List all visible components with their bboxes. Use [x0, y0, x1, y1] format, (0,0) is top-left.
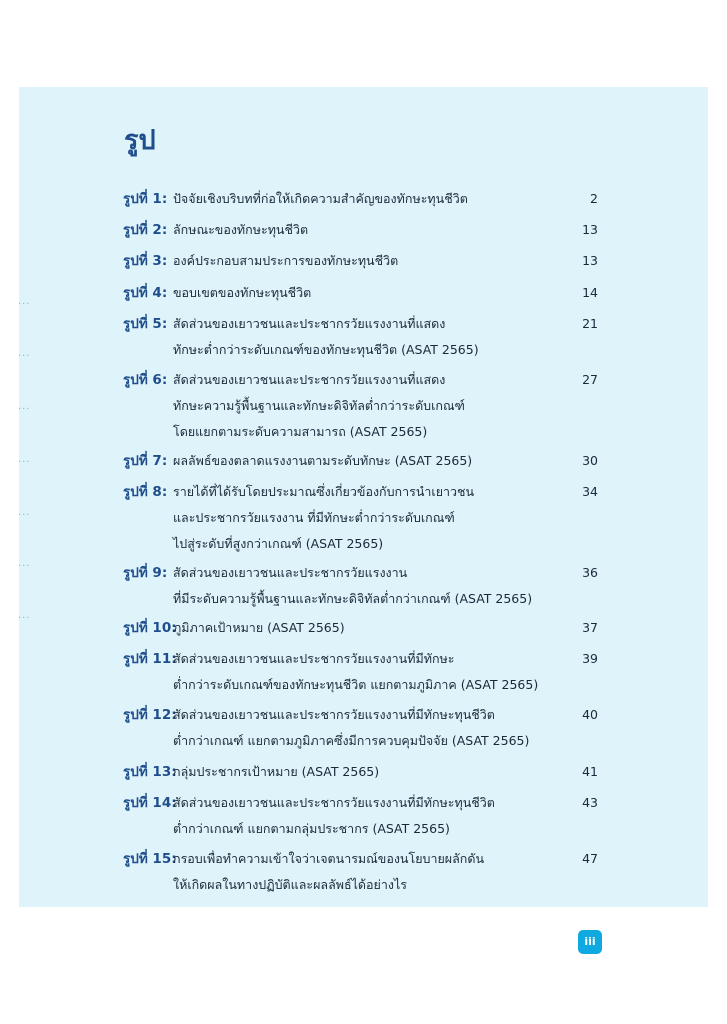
toc-entry-title-line: ให้เกิดผลในทางปฏิบัติและผลลัพธ์ได้อย่างไร: [173, 877, 407, 892]
toc-entry-title-line: สัดส่วนของเยาวชนและประชากรวัยแรงงานที่แสดง: [173, 316, 446, 331]
toc-entry-title-line: กรอบเพื่อทำความเข้าใจว่าเจตนารมณ์ของนโยบายผลักดัน: [173, 851, 485, 866]
page-title: รูป: [124, 125, 156, 156]
toc-entry-page: 13: [582, 253, 598, 268]
toc-entry-page: 43: [582, 795, 598, 810]
toc-entry-title: [173, 759, 563, 785]
toc-entry-label: รูปที่ 4:: [123, 285, 168, 301]
toc-entry-label: รูปที่ 7:: [123, 453, 168, 469]
toc-entry-label: รูปที่ 9:: [123, 565, 168, 581]
edge-dots-1: ···: [18, 299, 31, 310]
edge-dots-6: ···: [18, 561, 31, 572]
toc-entry-title-line: ต่ำกว่าระดับเกณฑ์ของทักษะทุนชีวิต แยกตามภูมิภาค (ASAT 2565): [173, 677, 539, 692]
toc-entry-page: 41: [582, 764, 598, 779]
toc-entry-title-line: สัดส่วนของเยาวชนและประชากรวัยแรงงานที่มีทักษะทุนชีวิต: [173, 795, 495, 810]
edge-dots-3: ···: [18, 404, 31, 415]
toc-entry-title-line: ผลลัพธ์ของตลาดแรงงานตามระดับทักษะ (ASAT 2565): [173, 453, 473, 468]
toc-entry-title: [173, 367, 563, 445]
toc-entry-page: 36: [582, 565, 598, 580]
toc-entry-label: รูปที่ 5:: [123, 316, 168, 332]
toc-entry-label: รูปที่ 10:: [123, 620, 177, 636]
toc-entry-title: [173, 479, 563, 557]
toc-entry[interactable]: [123, 217, 598, 243]
toc-entry-title-line: ทักษะความรู้พื้นฐานและทักษะดิจิทัลต่ำกว่าระดับเกณฑ์: [173, 398, 465, 413]
toc-entry[interactable]: [123, 280, 598, 306]
toc-entry[interactable]: [123, 479, 598, 557]
edge-dots-7: ···: [18, 613, 31, 624]
toc-entry-label: รูปที่ 12:: [123, 707, 177, 723]
toc-entry-title: [173, 280, 563, 306]
toc-entry-title-line: ต่ำกว่าเกณฑ์ แยกตามกลุ่มประชากร (ASAT 2565): [173, 821, 450, 836]
toc-entry[interactable]: [123, 646, 598, 698]
toc-entry[interactable]: [123, 702, 598, 754]
toc-entry-label: รูปที่ 13:: [123, 764, 177, 780]
toc-entry-title: [173, 846, 563, 898]
toc-entry[interactable]: [123, 248, 598, 274]
toc-entry-title: [173, 615, 563, 641]
edge-dots-4: ···: [18, 457, 31, 468]
toc-entry-page: 37: [582, 620, 598, 635]
toc-entry-title-line: ลักษณะของทักษะทุนชีวิต: [173, 222, 309, 237]
toc-entry-label: รูปที่ 8:: [123, 484, 168, 500]
toc-entry-title: [173, 560, 563, 612]
page-number-badge: iii: [578, 930, 602, 954]
toc-entry-title-line: ภูมิภาคเป้าหมาย (ASAT 2565): [173, 620, 345, 635]
toc-entry[interactable]: [123, 759, 598, 785]
toc-entry-title-line: ที่มีระดับความรู้พื้นฐานและทักษะดิจิทัลต่ำกว่าเกณฑ์ (ASAT 2565): [173, 591, 533, 606]
toc-entry[interactable]: [123, 311, 598, 363]
toc-entry-title-line: ปัจจัยเชิงบริบทที่ก่อให้เกิดความสำคัญของทักษะทุนชีวิต: [173, 191, 468, 206]
toc-entry-label: รูปที่ 1:: [123, 191, 168, 207]
toc-entry[interactable]: [123, 560, 598, 612]
toc-entry-title: [173, 702, 563, 754]
toc-entry-title-line: และประชากรวัยแรงงาน ที่มีทักษะต่ำกว่าระดับเกณฑ์: [173, 510, 455, 525]
toc-entry-title-line: ทักษะต่ำกว่าระดับเกณฑ์ของทักษะทุนชีวิต (ASAT 2565): [173, 342, 479, 357]
toc-entry-page: 39: [582, 651, 598, 666]
toc-entry[interactable]: [123, 615, 598, 641]
toc-entry-title: [173, 248, 563, 274]
toc-entry-label: รูปที่ 2:: [123, 222, 168, 238]
toc-entry-page: 13: [582, 222, 598, 237]
toc-entry-title-line: สัดส่วนของเยาวชนและประชากรวัยแรงงานที่แสดง: [173, 372, 446, 387]
toc-entry-page: 27: [582, 372, 598, 387]
toc-entry-title-line: ต่ำกว่าเกณฑ์ แยกตามภูมิภาคซึ่งมีการควบคุมปัจจัย (ASAT 2565): [173, 733, 530, 748]
edge-dots-2: ···: [18, 351, 31, 362]
toc-entry[interactable]: [123, 448, 598, 474]
toc-entry-label: รูปที่ 15:: [123, 851, 177, 867]
toc-entry-label: รูปที่ 14:: [123, 795, 177, 811]
toc-entry-page: 30: [582, 453, 598, 468]
toc-entry-title-line: ขอบเขตของทักษะทุนชีวิต: [173, 285, 312, 300]
toc-entry-page: 2: [590, 191, 598, 206]
toc-entry-title-line: ไปสู่ระดับที่สูงกว่าเกณฑ์ (ASAT 2565): [173, 536, 384, 551]
toc-entry-title-line: สัดส่วนของเยาวชนและประชากรวัยแรงงาน: [173, 565, 408, 580]
toc-entry-title-line: กลุ่มประชากรเป้าหมาย (ASAT 2565): [173, 764, 380, 779]
toc-entry-page: 21: [582, 316, 598, 331]
toc-entry-title: [173, 311, 563, 363]
toc-entry-title: [173, 217, 563, 243]
toc-entry[interactable]: [123, 846, 598, 898]
toc-entry-title: [173, 646, 563, 698]
toc-entry-title: [173, 186, 563, 212]
edge-dots-5: ···: [18, 510, 31, 521]
toc-entry-title-line: สัดส่วนของเยาวชนและประชากรวัยแรงงานที่มีทักษะทุนชีวิต: [173, 707, 495, 722]
toc-entry-label: รูปที่ 11:: [123, 651, 177, 667]
toc-entry[interactable]: [123, 367, 598, 445]
toc-entry-page: 40: [582, 707, 598, 722]
toc-entry[interactable]: [123, 186, 598, 212]
toc-entry[interactable]: [123, 790, 598, 842]
toc-entry-title-line: สัดส่วนของเยาวชนและประชากรวัยแรงงานที่มีทักษะ: [173, 651, 455, 666]
toc-entry-title-line: รายได้ที่ได้รับโดยประมาณซึ่งเกี่ยวข้องกับการนำเยาวชน: [173, 484, 475, 499]
toc-entry-label: รูปที่ 3:: [123, 253, 168, 269]
toc-entry-title-line: องค์ประกอบสามประการของทักษะทุนชีวิต: [173, 253, 399, 268]
toc-entry-title-line: โดยแยกตามระดับความสามารถ (ASAT 2565): [173, 424, 428, 439]
toc-entry-page: 47: [582, 851, 598, 866]
toc-entry-title: [173, 790, 563, 842]
toc-entry-label: รูปที่ 6:: [123, 372, 168, 388]
toc-entry-page: 14: [582, 285, 598, 300]
toc-entry-page: 34: [582, 484, 598, 499]
toc-entry-title: [173, 448, 563, 474]
